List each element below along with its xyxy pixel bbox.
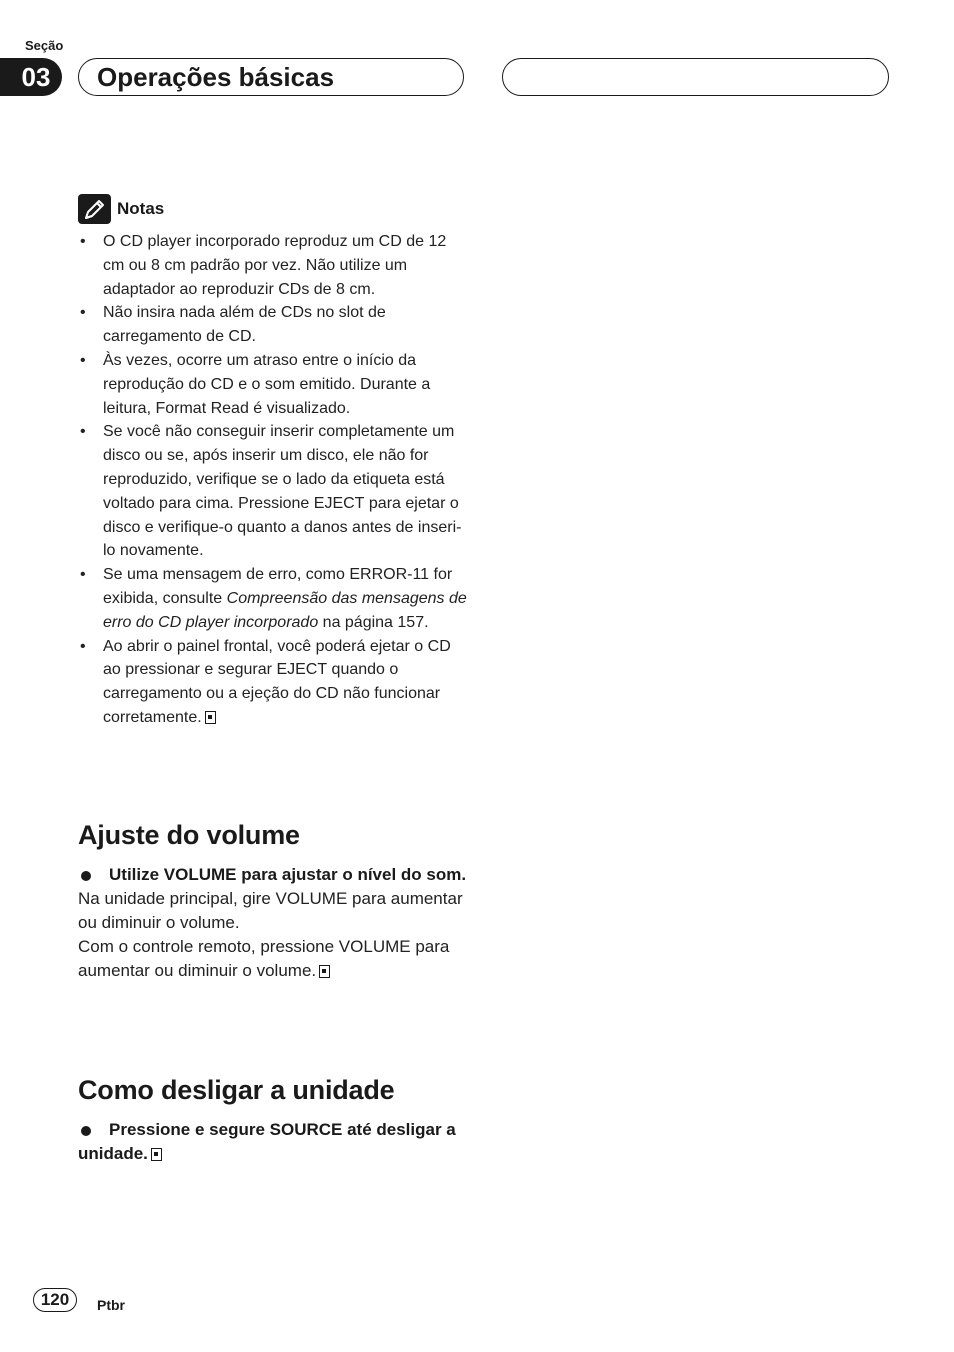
power-off-step: Pressione e segure SOURCE até desligar a unidade. xyxy=(78,1120,456,1163)
note-item: • Se uma mensagem de erro, como ERROR-11 for exibida, consulte Compreensão das mensagens de erro do CD player incorporado na página 157. xyxy=(78,563,468,634)
end-mark-icon xyxy=(205,711,216,724)
notes-title: Notas xyxy=(117,199,165,218)
volume-paragraph-1: Na unidade principal, gire VOLUME para aumentar ou diminuir o volume. xyxy=(78,889,463,932)
power-off-heading: Como desligar a unidade xyxy=(78,1075,395,1105)
power-off-section xyxy=(78,1075,468,1166)
note-item: • Ao abrir o painel frontal, você poderá ejetar o CD ao pressionar e segurar EJECT quando o carregamento ou a ejeção do CD não funcionar corretamente. xyxy=(78,635,468,730)
note-item: • Se você não conseguir inserir completamente um disco ou se, após inserir um disco, ele não for reproduzido, verifique se o lado da etiqueta está voltado para cima. Pressione EJECT para ejetar o disco e verifique-o quanto a danos antes de inseri-lo novamente. xyxy=(78,420,468,563)
section-label: Seção xyxy=(25,38,64,53)
chapter-title: Operações básicas xyxy=(78,58,464,96)
note-item: • Às vezes, ocorre um atraso entre o início da reprodução do CD e o som emitido. Durante a leitura, Format Read é visualizado. xyxy=(78,349,468,420)
section-number-badge: 03 xyxy=(0,58,62,96)
pencil-note-icon xyxy=(78,194,111,224)
note-item: • O CD player incorporado reproduz um CD de 12 cm ou 8 cm padrão por vez. Não utilize um adaptador ao reproduzir CDs de 8 cm. xyxy=(78,230,468,301)
end-mark-icon xyxy=(151,1148,162,1161)
empty-header-pill xyxy=(502,58,889,96)
notes-list xyxy=(78,230,468,730)
end-mark-icon xyxy=(319,965,330,978)
note-item: • Não insira nada além de CDs no slot de carregamento de CD. xyxy=(78,301,468,349)
bullet-dot-icon xyxy=(81,1126,91,1136)
volume-heading: Ajuste do volume xyxy=(78,820,300,850)
bullet-dot-icon xyxy=(81,871,91,881)
page-number: 120 xyxy=(33,1288,77,1312)
volume-step: Utilize VOLUME para ajustar o nível do som. xyxy=(78,863,468,887)
language-code: Ptbr xyxy=(97,1297,125,1313)
volume-section xyxy=(78,820,468,983)
volume-paragraph-2: Com o controle remoto, pressione VOLUME para aumentar ou diminuir o volume. xyxy=(78,937,450,980)
notes-header xyxy=(78,194,164,224)
